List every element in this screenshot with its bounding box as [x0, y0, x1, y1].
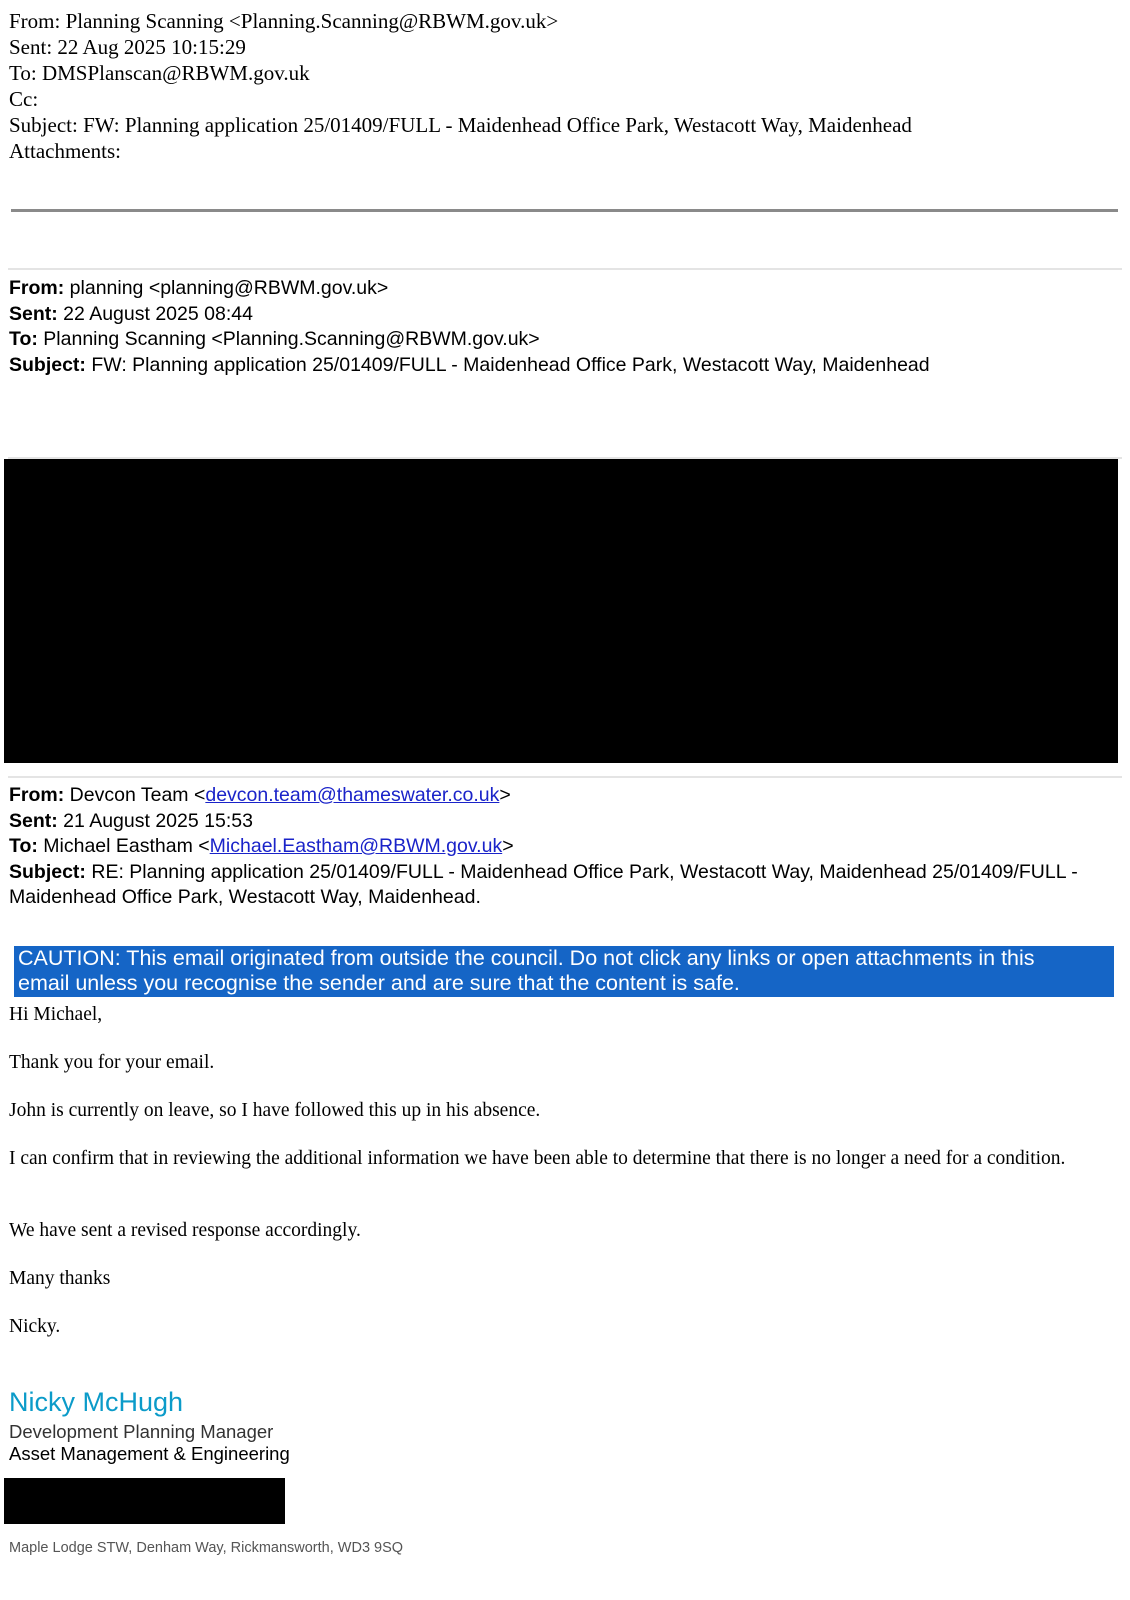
forward2-header	[9, 783, 1078, 911]
caution-line1: CAUTION: This email originated from outside the council. Do not click any links or open attachments in this	[18, 946, 1035, 970]
header-divider	[11, 209, 1118, 212]
body-paragraph: We have sent a revised response accordingly.	[9, 1220, 361, 1241]
body-paragraph: I can confirm that in reviewing the additional information we have been able to determine that there is no longer a need for a condition.	[9, 1148, 1066, 1169]
forward1-subject: FW: Planning application 25/01409/FULL - Maidenhead Office Park, Westacott Way, Maidenhead	[85, 353, 930, 376]
forward2-subject-label: Subject:	[9, 860, 86, 883]
forward1-sent-label: Sent:	[9, 302, 58, 325]
forward2-to-prefix: Michael Eastham <	[37, 835, 210, 857]
signature-name: Nicky McHugh	[9, 1387, 184, 1417]
forward2-divider	[8, 776, 1122, 778]
caution-banner	[14, 946, 1114, 997]
forward2-to-label: To:	[9, 835, 38, 857]
outer-to: To: DMSPlanscan@RBWM.gov.uk	[9, 61, 310, 85]
body-paragraph: Nicky.	[9, 1316, 61, 1337]
forward1-subject-label: Subject:	[9, 353, 86, 376]
outer-subject: Subject: FW: Planning application 25/01409/FULL - Maidenhead Office Park, Westacott Way, Maidenhead	[9, 113, 912, 137]
outer-cc: Cc:	[9, 87, 39, 111]
forward2-subject-line1: RE: Planning application 25/01409/FULL - Maidenhead Office Park, Westacott Way, Maidenhead 25/01409/FULL -	[85, 860, 1078, 883]
outer-sent: Sent: 22 Aug 2025 10:15:29	[9, 35, 246, 59]
forward2-from-link[interactable]: devcon.team@thameswater.co.uk	[205, 784, 500, 806]
forward1-to: Planning Scanning <Planning.Scanning@RBWM.gov.uk>	[37, 328, 540, 350]
forward2-to-suffix: >	[502, 835, 514, 857]
outer-attachments: Attachments:	[9, 139, 121, 163]
forward2-subject-line2: Maidenhead Office Park, Westacott Way, Maidenhead.	[9, 886, 481, 908]
forward1-sent: 22 August 2025 08:44	[57, 302, 253, 325]
forward1-from: planning <planning@RBWM.gov.uk>	[64, 277, 389, 299]
forward1-from-label: From:	[9, 277, 65, 299]
forward2-to-link[interactable]: Michael.Eastham@RBWM.gov.uk	[209, 835, 503, 857]
forward1-to-label: To:	[9, 328, 38, 350]
forward1-divider	[8, 268, 1122, 270]
forward2-sent: 21 August 2025 15:53	[57, 809, 253, 832]
body-paragraph: Thank you for your email.	[9, 1052, 215, 1073]
forward2-from-suffix: >	[499, 784, 511, 806]
redacted-signature-block	[4, 1478, 285, 1524]
signature-title: Development Planning Manager	[9, 1421, 274, 1442]
signature-department: Asset Management & Engineering	[9, 1443, 290, 1464]
forward1-header	[9, 276, 930, 378]
forward2-sent-label: Sent:	[9, 809, 58, 832]
forward2-from-label: From:	[9, 784, 65, 806]
caution-line2: email unless you recognise the sender and are sure that the content is safe.	[18, 971, 740, 995]
body-paragraph: Many thanks	[9, 1268, 111, 1289]
outer-from: From: Planning Scanning <Planning.Scanning@RBWM.gov.uk>	[9, 9, 559, 33]
body-paragraph: John is currently on leave, so I have followed this up in his absence.	[9, 1100, 541, 1121]
redacted-block	[4, 459, 1118, 763]
outer-email-header	[9, 8, 912, 164]
forward2-from-prefix: Devcon Team <	[64, 784, 206, 806]
body-greeting: Hi Michael,	[9, 1004, 103, 1025]
signature-address: Maple Lodge STW, Denham Way, Rickmansworth, WD3 9SQ	[9, 1540, 404, 1556]
